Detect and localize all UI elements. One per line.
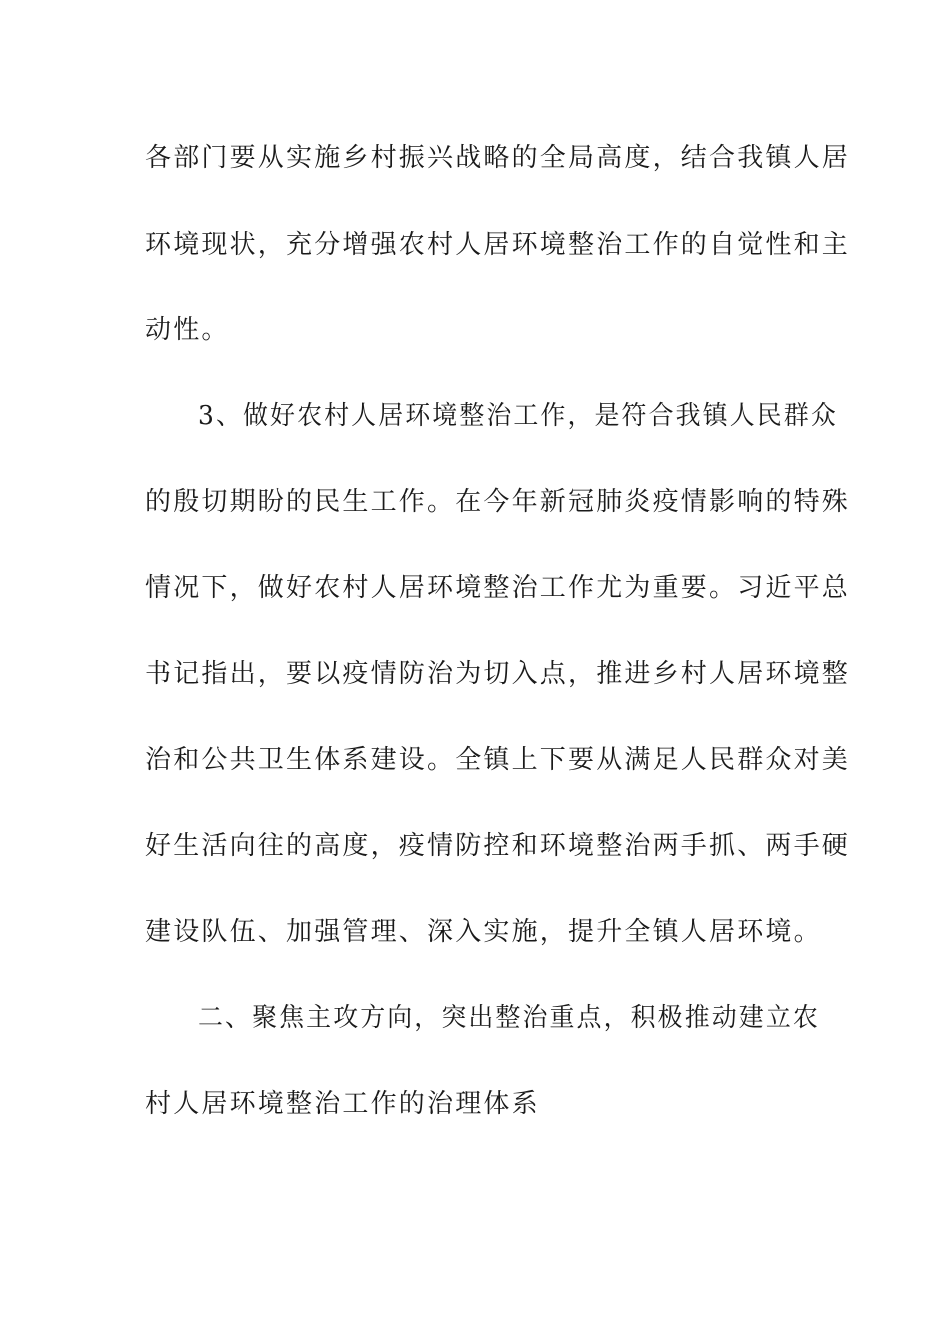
text-line: 3、做好农村人居环境整治工作，是符合我镇人民群众 [198,401,838,431]
text-line: 情况下，做好农村人居环境整治工作尤为重要。习近平总 [145,573,851,603]
section-heading-line: 村人居环境整治工作的治理体系 [145,1089,540,1119]
text-line: 治和公共卫生体系建设。全镇上下要从满足人民群众对美 [145,745,851,775]
text-line: 建设队伍、加强管理、深入实施，提升全镇人居环境。 [145,917,822,947]
text-line: 好生活向往的高度，疫情防控和环境整治两手抓、两手硬 [145,831,851,861]
text-line: 各部门要从实施乡村振兴战略的全局高度，结合我镇人居 [145,143,851,173]
text-line: 书记指出，要以疫情防治为切入点，推进乡村人居环境整 [145,659,851,689]
section-heading-line: 二、聚焦主攻方向，突出整治重点，积极推动建立农 [198,1003,820,1033]
text-line: 动性。 [145,315,230,345]
text-line: 的殷切期盼的民生工作。在今年新冠肺炎疫情影响的特殊 [145,487,851,517]
text-line: 环境现状，充分增强农村人居环境整治工作的自觉性和主 [145,230,851,260]
